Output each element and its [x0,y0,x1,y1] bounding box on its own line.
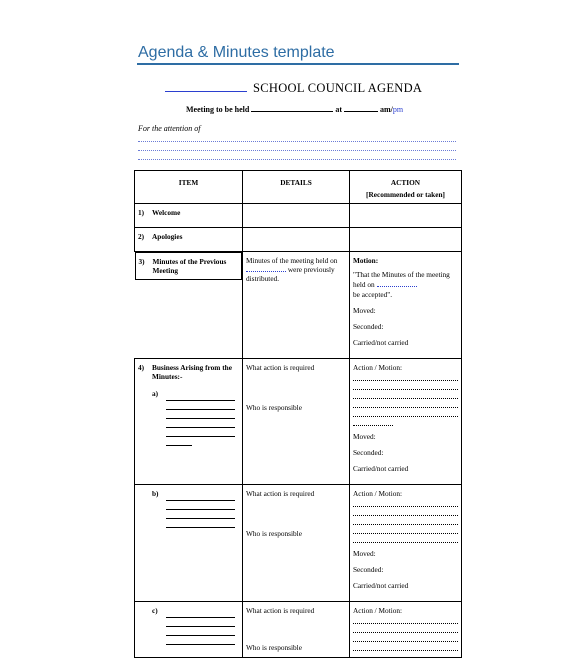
table-row [135,359,462,485]
meeting-at: at [335,105,342,114]
minutes-details: Minutes of the meeting held on were previously distributed. [243,252,350,359]
agenda-title: SCHOOL COUNCIL AGENDA [253,81,423,95]
meeting-time-blank [344,111,378,112]
header-item: ITEM [135,171,243,204]
title-rule [137,63,459,65]
business-details-b: What action is required Who is responsible [243,485,350,602]
item-welcome: 1) Welcome [135,204,243,228]
agenda-table [134,170,462,658]
details-cell [243,204,350,228]
header-action [350,171,462,204]
page-title: Agenda & Minutes template [138,44,335,61]
header-action-label: ACTION [390,178,421,187]
meeting-am: am/ [380,105,393,114]
agenda-blank-line [165,91,247,92]
header-action-sub: [Recommended or taken] [366,190,445,199]
business-action-b: Action / Motion: Moved: Seconded: Carried/not carried [350,485,462,602]
agenda-heading [165,81,422,96]
table-row [135,252,462,359]
table-header-row [135,171,462,204]
table-row [135,602,462,658]
item-business-a: 4) Business Arising from the Minutes:- a) [135,359,243,485]
business-details-a: What action is required Who is responsible [243,359,350,485]
meeting-date-blank [251,111,333,112]
action-cell [350,204,462,228]
item-minutes: 3) Minutes of the Previous Meeting [135,252,243,280]
meeting-pm: pm [392,105,404,114]
attention-line [138,150,456,151]
meeting-prefix: Meeting to be held [186,105,250,114]
business-details-c: What action is required Who is responsible [243,602,350,658]
business-action-c: Action / Motion: [350,602,462,658]
table-row [135,485,462,602]
item-apologies: 2) Apologies [135,228,243,252]
meeting-line [186,105,403,114]
business-action-a: Action / Motion: Moved: Seconded: Carried/not carried [350,359,462,485]
attention-line [138,141,456,142]
table-row [135,228,462,252]
item-business-c: c) [135,602,243,658]
details-cell [243,228,350,252]
header-details: DETAILS [243,171,350,204]
attention-line [138,159,456,160]
attention-label: For the attention of [138,124,201,133]
table-row [135,204,462,228]
minutes-action: Motion: "That the Minutes of the meeting held on be accepted". Moved: Seconded: Carried/not carried [350,252,462,359]
item-business-b: b) [135,485,243,602]
action-cell [350,228,462,252]
